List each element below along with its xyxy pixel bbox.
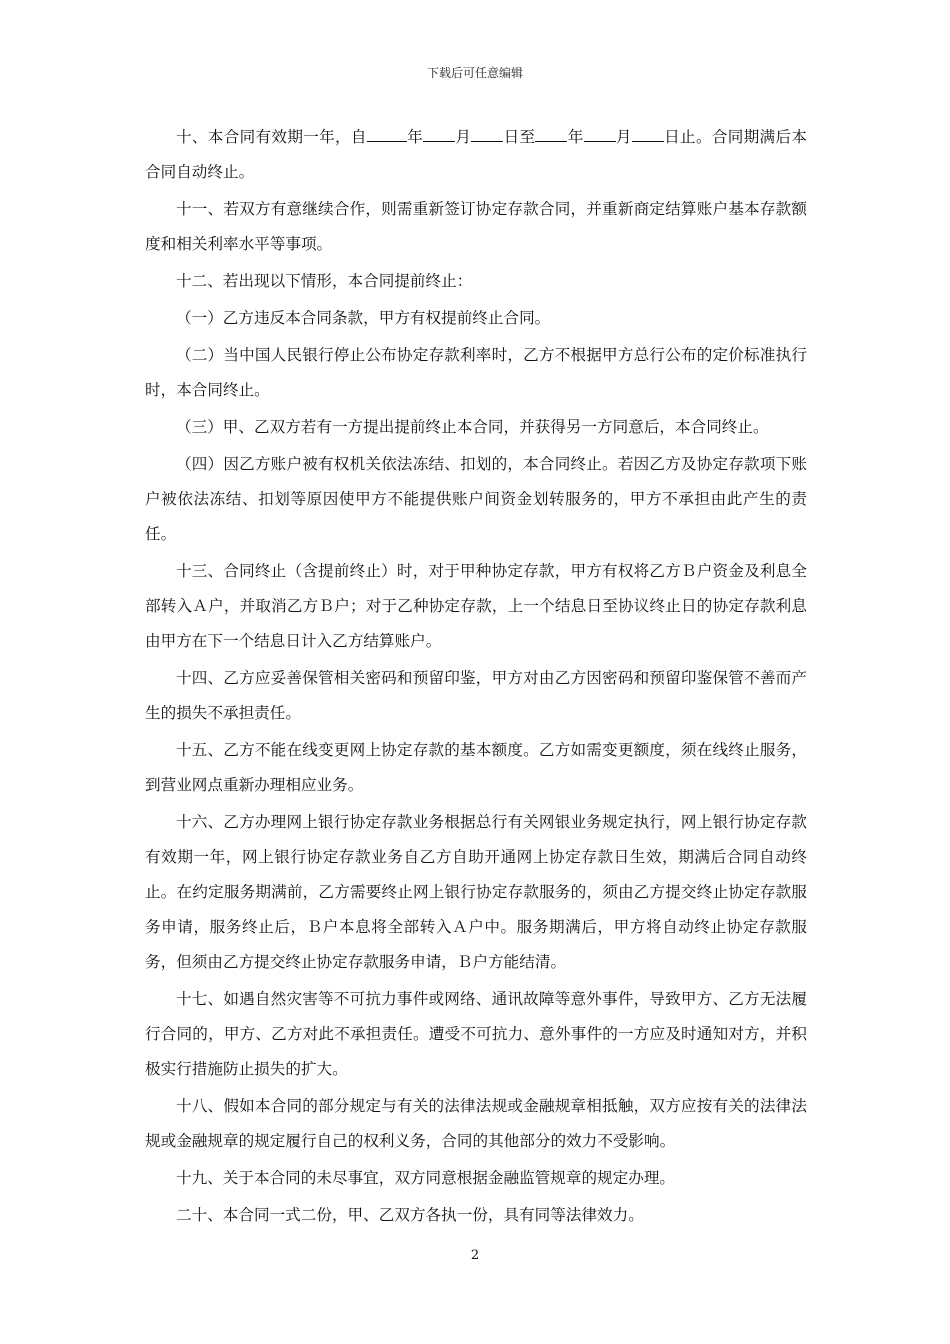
clause-paragraph: （三）甲、乙双方若有一方提出提前终止本合同，并获得另一方同意后，本合同终止。 bbox=[176, 418, 769, 436]
label-year: 年 bbox=[567, 128, 584, 146]
clause-paragraph: 二十、本合同一式二份，甲、乙双方各执一份，具有同等法律效力。 bbox=[176, 1206, 644, 1224]
label-month: 月 bbox=[455, 128, 472, 146]
clause-paragraph: 十六、乙方办理网上银行协定存款业务根据总行有关网银业务规定执行，网上银行协定存款有效期一年，网上银行协定存款业务自乙方自助开通网上协定存款日生效，期满后合同自动终止。在约定服务期满前，乙方需要终止网上银行协定存款服务的，须由乙方提交终止协定存款服务申请，服务终止后，Ｂ户本息将全部转入Ａ户中。服务期满后，甲方将自动终止协定存款服务，但须由乙方提交终止协定存款服务申请，Ｂ户方能结清。 bbox=[145, 813, 807, 971]
clause-paragraph: 十四、乙方应妥善保管相关密码和预留印鉴，甲方对由乙方因密码和预留印鉴保管不善而产生的损失不承担责任。 bbox=[145, 669, 807, 722]
label-month: 月 bbox=[615, 128, 632, 146]
label-day-to: 日至 bbox=[503, 128, 536, 146]
clause-paragraph: 十三、合同终止（含提前终止）时，对于甲种协定存款，甲方有权将乙方Ｂ户资金及利息全部转入Ａ户，并取消乙方Ｂ户；对于乙种协定存款，上一个结息日至协议终止日的协定存款利息由甲方在下一个结息日计入乙方结算账户。 bbox=[145, 562, 807, 650]
clause-paragraph: 十八、假如本合同的部分规定与有关的法律法规或金融规章相抵触，双方应按有关的法律法规或金融规章的规定履行自己的权利义务，合同的其他部分的效力不受影响。 bbox=[145, 1097, 807, 1150]
clause-10-text: 十、本合同有效期一年，自 bbox=[176, 128, 367, 146]
clause-paragraph: （四）因乙方账户被有权机关依法冻结、扣划的，本合同终止。若因乙方及协定存款项下账户被依法冻结、扣划等原因使甲方不能提供账户间资金划转服务的，甲方不承担由此产生的责任。 bbox=[145, 455, 807, 543]
clause-paragraph: （一）乙方违反本合同条款，甲方有权提前终止合同。 bbox=[176, 309, 551, 327]
clause-paragraph: （二）当中国人民银行停止公布协定存款利率时，乙方不根据甲方总行公布的定价标准执行时，本合同终止。 bbox=[145, 346, 807, 399]
blank-end-year bbox=[535, 124, 567, 142]
blank-end-month bbox=[584, 124, 616, 142]
clause-paragraph: 十五、乙方不能在线变更网上协定存款的基本额度。乙方如需变更额度，须在线终止服务，到营业网点重新办理相应业务。 bbox=[145, 741, 807, 794]
blank-start-day bbox=[471, 124, 503, 142]
page-header: 下载后可任意编辑 bbox=[426, 66, 523, 80]
clause-list bbox=[145, 192, 807, 1233]
clause-paragraph: 十一、若双方有意继续合作，则需重新签订协定存款合同，并重新商定结算账户基本存款额度和相关利率水平等事项。 bbox=[145, 200, 807, 253]
page-number: 2 bbox=[470, 1248, 480, 1263]
blank-start-month bbox=[423, 124, 455, 142]
clause-paragraph: 十二、若出现以下情形，本合同提前终止： bbox=[176, 272, 473, 290]
clause-10-tail: 日止。合同期满后本合同自动终止。 bbox=[145, 128, 807, 181]
document-body bbox=[145, 120, 807, 1235]
blank-start-year bbox=[367, 124, 407, 142]
label-year: 年 bbox=[406, 128, 424, 146]
blank-end-day bbox=[632, 124, 664, 142]
clause-10 bbox=[145, 120, 807, 190]
clause-paragraph: 十九、关于本合同的未尽事宜，双方同意根据金融监管规章的规定办理。 bbox=[176, 1169, 676, 1187]
clause-paragraph: 十七、如遇自然灾害等不可抗力事件或网络、通讯故障等意外事件，导致甲方、乙方无法履行合同的，甲方、乙方对此不承担责任。遭受不可抗力、意外事件的一方应及时通知对方，并积极实行措施防止损失的扩大。 bbox=[145, 990, 807, 1078]
